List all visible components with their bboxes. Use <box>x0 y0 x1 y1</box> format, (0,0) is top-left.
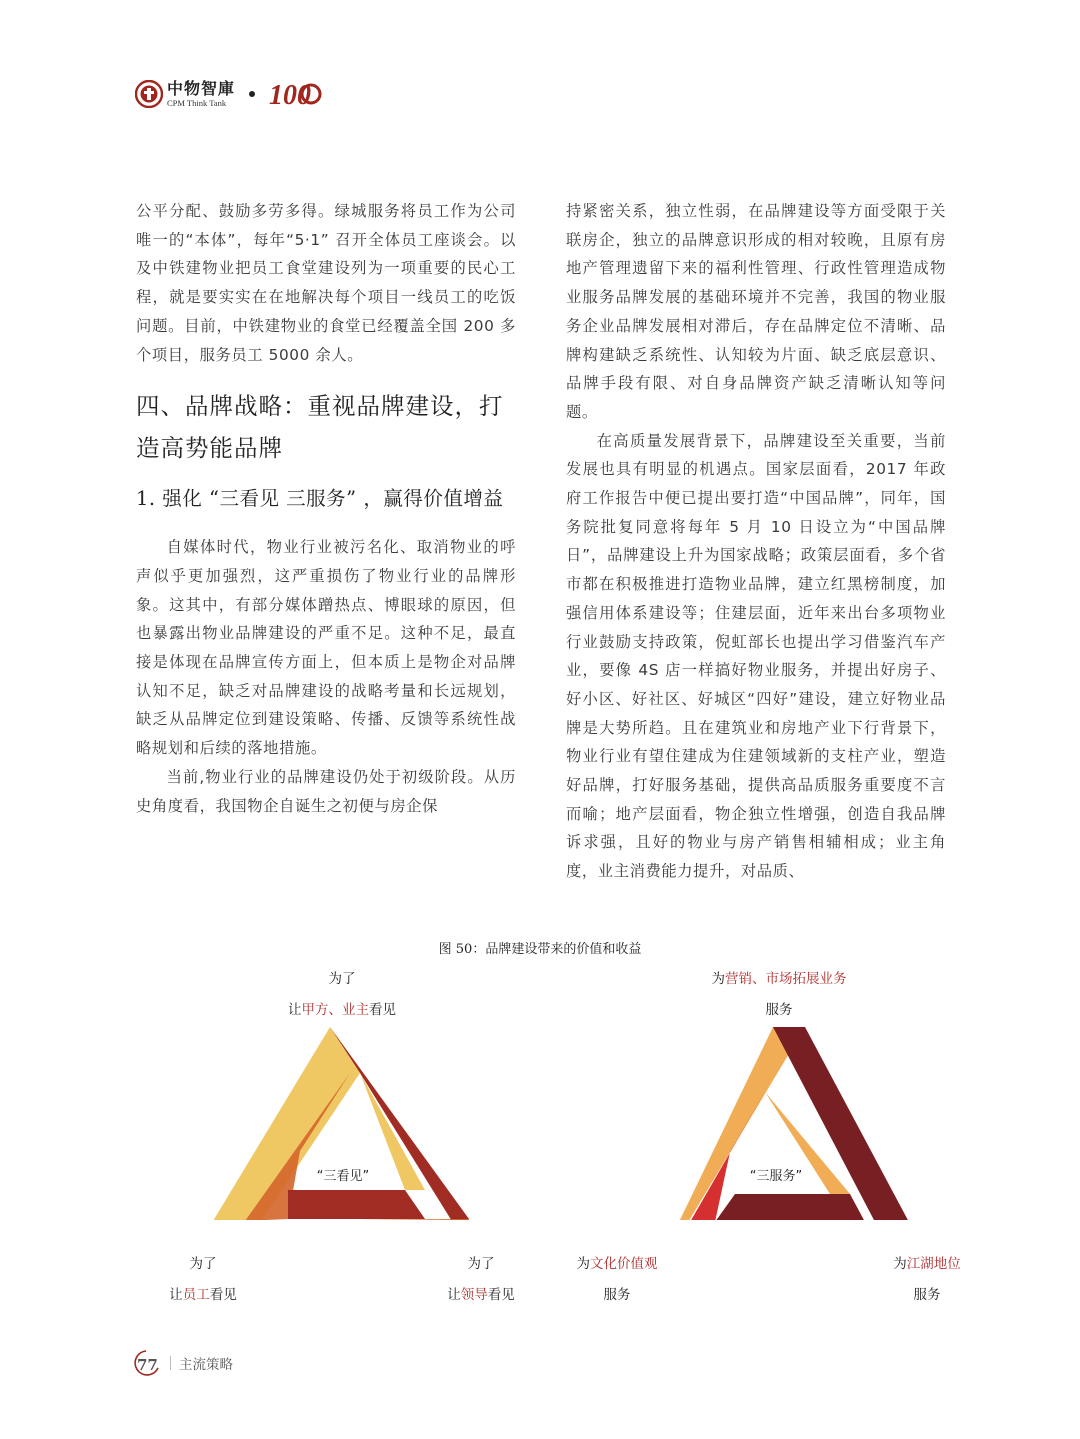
label-prefix: 让 <box>169 1287 183 1303</box>
right-column <box>566 197 946 886</box>
section-heading: 四、品牌战略：重视品牌建设，打造高势能品牌 <box>136 392 504 463</box>
label-highlight: 甲方、业主 <box>301 1002 369 1018</box>
label-prefix: 让 <box>288 1002 302 1018</box>
label-prefix: 为 <box>576 1256 590 1272</box>
left-bl-label-line2 <box>169 1283 237 1303</box>
label-highlight: 营销、市场拓展业务 <box>725 971 847 987</box>
left-br-label-line2 <box>447 1283 515 1303</box>
body-paragraph: 在高质量发展背景下，品牌建设至关重要，当前发展也具有明显的机遇点。国家层面看，2017 年政府工作报告中便已提出要打造“中国品牌”，同年，国务院批复同意将每年 5 月 10 日设立为“中国品牌日”，品牌建设上升为国家战略；政策层面看，多个省市都在积极推进打造物业品牌，建立红黑榜制度，加强信用体系建设等；住建层面，近年来出台多项物业行业鼓励支持政策，倪虹部长也提出学习借鉴汽车产业，要像 4S 店一样搞好物业服务，并提出好房子、好小区、好社区、好城区“四好”建设，建立好物业品牌是大势所趋。且在建筑业和房地产业下行背景下，物业行业有望住建成为住建领域新的支柱产业，塑造好品牌，打好服务基础，提供高品质服务重要度不言而喻；地产层面看，物企独立性增强，创造自我品牌诉求强，且好的物业与房产销售相辅相成；业主角度，业主消费能力提升，对品质、 <box>566 431 946 881</box>
sub-heading: 1. 强化 “三看见 三服务” ，赢得价值增益 <box>136 487 504 511</box>
label-highlight: 领导 <box>460 1287 488 1303</box>
right-br-label-line1 <box>893 1252 961 1272</box>
left-top-label-line1: 为了 <box>328 971 356 987</box>
left-tri-inner-darkred <box>288 1190 425 1219</box>
left-bl-label-line1: 为了 <box>189 1256 217 1272</box>
label-highlight: 员工 <box>182 1287 210 1303</box>
right-bl-label-line2: 服务 <box>603 1287 631 1303</box>
left-column <box>136 197 516 820</box>
page-header <box>135 76 333 112</box>
right-top-label-line1 <box>712 967 847 987</box>
body-paragraph: 持紧密关系，独立性弱，在品牌建设等方面受限于关联房企，独立的品牌意识形成的相对较晚，且原有房地产管理遗留下来的福利性管理、行政性管理造成物业服务品牌发展的基础环境并不完善，我国的物业服务企业品牌发展相对滞后，存在品牌定位不清晰、品牌构建缺乏系统性、认知较为片面、缺乏底层意识、品牌手段有限、对自身品牌资产缺乏清晰认知等问题。 <box>566 202 946 421</box>
separator-dot <box>249 91 255 97</box>
right-tri-orange-bar <box>665 1027 805 1220</box>
label-prefix: 让 <box>447 1287 461 1303</box>
right-tri-center-label: “三服务” <box>749 1169 803 1184</box>
three-service-triangle <box>665 1027 910 1220</box>
figure-title: 图 50：品牌建设带来的价值和收益 <box>438 942 642 957</box>
body-paragraph: 公平分配、鼓励多劳多得。绿城服务将员工作为公司唯一的“本体”，每年“5·1” 召开全体员工座谈会。以及中铁建物业把员工食堂建设列为一项重要的民心工程，就是要实实在在地解决每个项目一线员工的吃饭问题。目前，中铁建物业的食堂已经覆盖全国 200 多个项目，服务员工 5000 余人。 <box>136 202 516 364</box>
label-suffix: 看见 <box>487 1287 515 1303</box>
page-number-badge <box>132 1348 166 1378</box>
label-highlight: 文化价值观 <box>590 1256 658 1272</box>
page-number: 77 <box>137 1356 158 1374</box>
label-highlight: 江湖地位 <box>906 1256 961 1272</box>
anniversary-100-text: 100 <box>269 80 312 111</box>
right-tri-inner-maroon <box>715 1194 865 1220</box>
label-prefix: 为 <box>893 1256 907 1272</box>
label-prefix: 为 <box>711 971 725 987</box>
footer-divider <box>170 1356 171 1370</box>
brand-name-cn: 中物智庫 <box>167 78 236 98</box>
label-suffix: 看见 <box>209 1287 237 1303</box>
brand-name-en: CPM Think Tank <box>167 97 227 108</box>
right-bl-label-line1 <box>577 1252 658 1272</box>
footer-section-name: 主流策略 <box>179 1357 233 1373</box>
left-tri-inner-yellow <box>360 1073 425 1190</box>
anniversary-100-logo-icon <box>267 77 333 111</box>
left-br-label-line1: 为了 <box>467 1256 495 1272</box>
body-paragraph: 当前,物业行业的品牌建设仍处于初级阶段。从历史角度看，我国物企自诞生之初便与房企保 <box>136 767 516 815</box>
brand-name <box>167 78 236 108</box>
left-tri-center-label: “三看见” <box>316 1169 370 1184</box>
label-suffix: 看见 <box>369 1002 396 1018</box>
three-see-triangle <box>213 1027 469 1220</box>
right-top-label-line2: 服务 <box>765 1002 793 1018</box>
figure-diagram <box>0 960 1080 1220</box>
left-top-label-line2 <box>288 998 396 1018</box>
page-footer <box>132 1348 233 1378</box>
right-br-label-line2: 服务 <box>913 1287 941 1303</box>
body-paragraph: 自媒体时代，物业行业被污名化、取消物业的呼声似乎更加强烈，这严重损伤了物业行业的品牌形象。这其中，有部分媒体蹭热点、博眼球的原因，但也暴露出物业品牌建设的严重不足。这种不足，最直接是体现在品牌宣传方面上，但本质上是物企对品牌认知不足，缺乏对品牌建设的战略考量和长远规划，缺乏从品牌定位到建设策略、传播、反馈等系统性战略规划和后续的落地措施。 <box>136 538 516 758</box>
cpm-logo-icon <box>135 80 163 108</box>
